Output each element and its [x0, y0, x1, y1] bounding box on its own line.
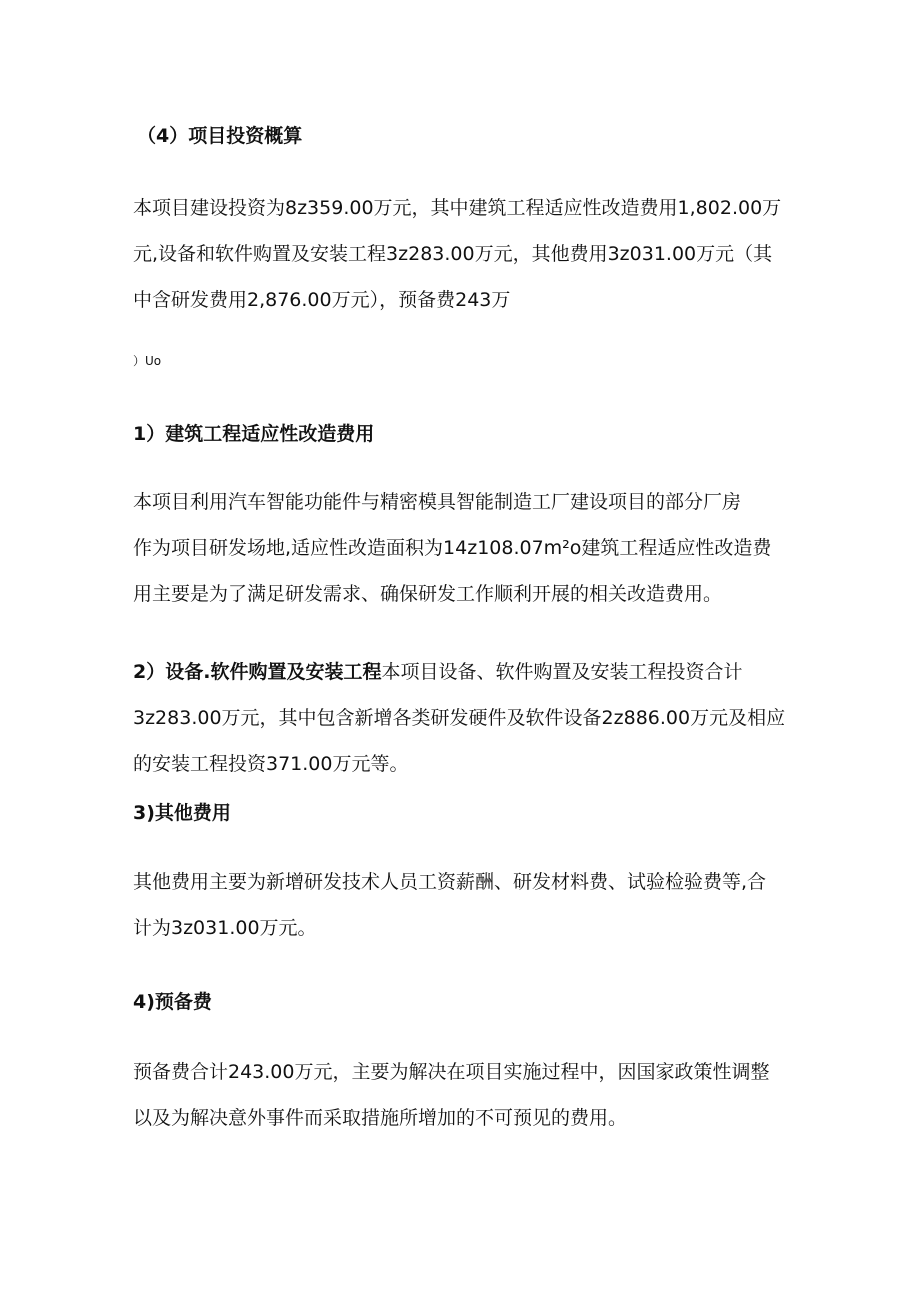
- sub3-line-1: 其他费用主要为新增研发技术人员工资薪酬、研发材料费、试验检验费等,合: [133, 871, 767, 893]
- sub2-first-line-rest: 本项目设备、软件购置及安装工程投资合计: [381, 661, 743, 683]
- intro-paragraph: [133, 196, 803, 312]
- sub2-line-3: 的安装工程投资371.00万元等。: [133, 753, 409, 775]
- sub3-paragraph: [133, 870, 803, 940]
- intro-line-2: 元,设备和软件购置及安装工程3z283.00万元，其他费用3z031.00万元（其: [133, 243, 773, 265]
- sub3-heading: 3)其他费用: [133, 802, 231, 824]
- sub2-heading: 2）设备.软件购置及安装工程: [133, 661, 382, 683]
- section-title: （4）项目投资概算: [137, 125, 303, 147]
- sub2-paragraph: [133, 660, 803, 776]
- fragment-text: ）Uo: [133, 354, 162, 368]
- sub4-paragraph: [133, 1060, 803, 1130]
- sub2-line-2: 3z283.00万元，其中包含新增各类研发硬件及软件设备2z886.00万元及相应: [133, 707, 786, 729]
- sub4-line-1: 预备费合计243.00万元，主要为解决在项目实施过程中，因国家政策性调整: [133, 1061, 770, 1083]
- sub1-line-3: 用主要是为了满足研发需求、确保研发工作顺利开展的相关改造费用。: [133, 583, 723, 605]
- sub1-paragraph: [133, 490, 803, 606]
- intro-line-3: 中含研发费用2,876.00万元），预备费243万: [133, 289, 511, 311]
- sub3-line-2: 计为3z031.00万元。: [133, 917, 317, 939]
- sub1-heading: 1）建筑工程适应性改造费用: [133, 423, 375, 445]
- intro-line-1: 本项目建设投资为8z359.00万元，其中建筑工程适应性改造费用1,802.00万: [133, 197, 782, 219]
- sub4-line-2: 以及为解决意外事件而采取措施所增加的不可预见的费用。: [133, 1107, 628, 1129]
- sub4-heading: 4)预备费: [133, 991, 212, 1013]
- sub2-line-1: [133, 660, 803, 684]
- sub1-line-2: 作为项目研发场地,适应性改造面积为14z108.07m²o建筑工程适应性改造费: [133, 537, 772, 559]
- sub1-line-1: 本项目利用汽车智能功能件与精密模具智能制造工厂建设项目的部分厂房: [133, 491, 742, 513]
